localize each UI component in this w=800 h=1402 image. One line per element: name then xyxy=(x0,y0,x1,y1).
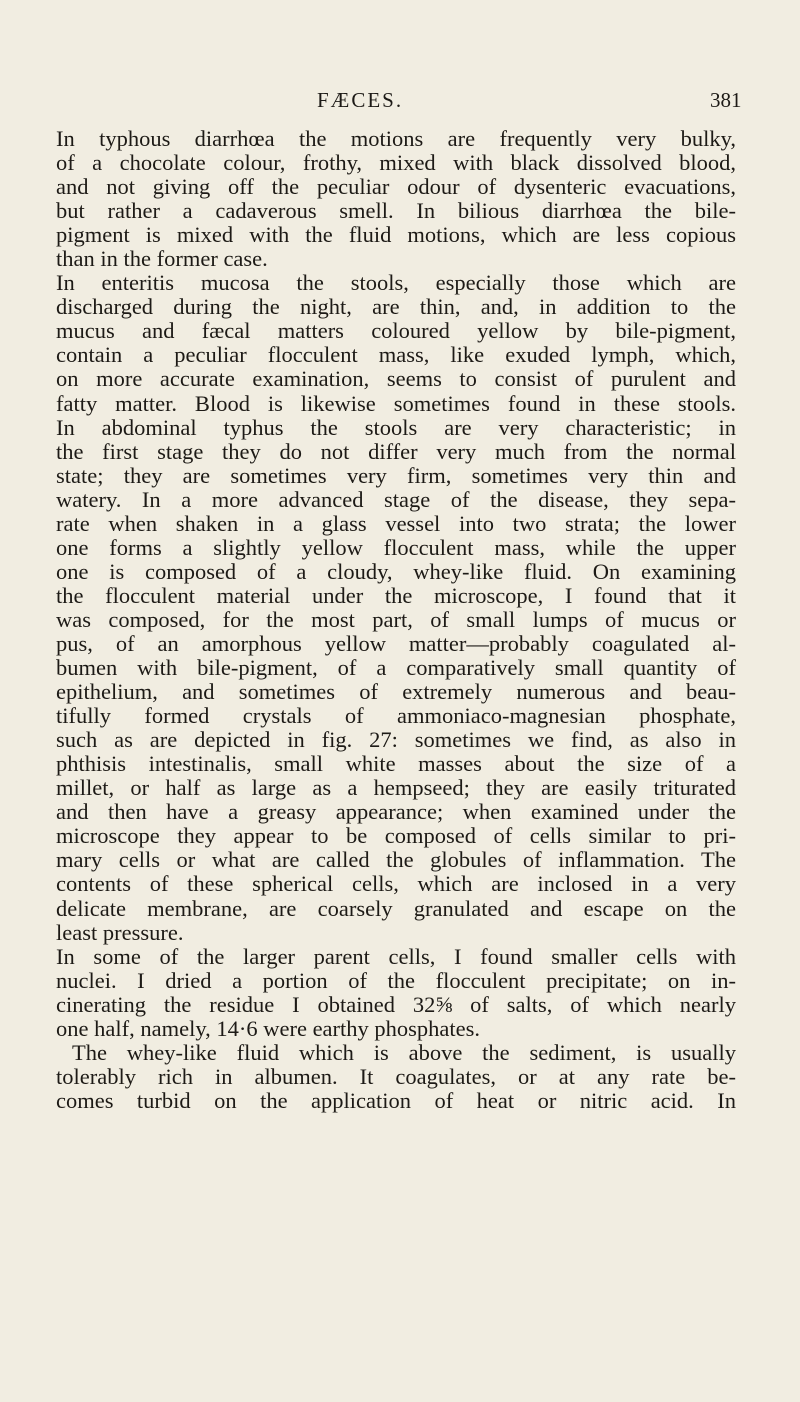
paragraph-4-line: nuclei. I dried a portion of the flocculent precipitate; on in- xyxy=(56,967,736,993)
running-head xyxy=(0,88,800,116)
paragraph-2-line: discharged during the night, are thin, and, in addition to the xyxy=(56,294,736,320)
paragraph-3-line: microscope they appear to be composed of cells similar to pri- xyxy=(56,823,736,849)
paragraph-3-line: contents of these spherical cells, which are inclosed in a very xyxy=(56,871,736,897)
paragraph-3-line: one forms a slightly yellow flocculent mass, while the upper xyxy=(56,534,736,560)
paragraph-3-line: one is composed of a cloudy, whey-like fluid. On examining xyxy=(56,558,736,584)
paragraph-3-line: phthisis intestinalis, small white masses about the size of a xyxy=(56,751,736,777)
paragraph-3-line: was composed, for the most part, of small lumps of mucus or xyxy=(56,606,736,632)
paragraph-3-line: delicate membrane, are coarsely granulated and escape on the xyxy=(56,895,736,921)
paragraph-4-line: In some of the larger parent cells, I found smaller cells with xyxy=(56,943,736,969)
paragraph-2-line: In enteritis mucosa the stools, especially those which are xyxy=(56,270,736,296)
paragraph-1-line: pigment is mixed with the fluid motions, which are less copious xyxy=(56,222,736,248)
paragraph-3-line: epithelium, and sometimes of extremely numerous and beau- xyxy=(56,679,736,705)
body-text xyxy=(56,127,736,1113)
paragraph-3-line: pus, of an amorphous yellow matter—probably coagulated al- xyxy=(56,630,736,656)
paragraph-2-line: fatty matter. Blood is likewise sometimes found in these stools. xyxy=(56,390,736,416)
paragraph-1-line: and not giving off the peculiar odour of dysenteric evacuations, xyxy=(56,174,736,200)
paragraph-3-line: bumen with bile-pigment, of a comparatively small quantity of xyxy=(56,655,736,681)
paragraph-2-line: contain a peculiar flocculent mass, like exuded lymph, which, xyxy=(56,342,736,368)
paragraph-4-line: cinerating the residue I obtained 32⅝ of salts, of which nearly xyxy=(56,991,736,1017)
paragraph-3-line: tifully formed crystals of ammoniaco-magnesian phosphate, xyxy=(56,703,736,729)
paragraph-2-line: on more accurate examination, seems to consist of purulent and xyxy=(56,366,736,392)
paragraph-3-line: watery. In a more advanced stage of the disease, they sepa- xyxy=(56,486,736,512)
paragraph-5-line: The whey-like fluid which is above the sediment, is usually xyxy=(72,1039,736,1065)
paragraph-1-line: than in the former case. xyxy=(56,246,268,272)
paragraph-4-line: one half, namely, 14·6 were earthy phosphates. xyxy=(56,1015,481,1041)
paragraph-1-line: but rather a cadaverous smell. In bilious diarrhœa the bile- xyxy=(56,198,736,224)
paragraph-3-line: In abdominal typhus the stools are very characteristic; in xyxy=(56,414,736,440)
paragraph-1-line: of a chocolate colour, frothy, mixed with black dissolved blood, xyxy=(56,150,736,176)
page-number: 381 xyxy=(710,88,742,112)
paragraph-5-line: comes turbid on the application of heat or nitric acid. In xyxy=(56,1087,736,1113)
paragraph-3-line: the first stage they do not differ very much from the normal xyxy=(56,438,736,464)
paragraph-5-line: tolerably rich in albumen. It coagulates, or at any rate be- xyxy=(56,1063,736,1089)
paragraph-3-line: mary cells or what are called the globules of inflammation. The xyxy=(56,847,736,873)
paragraph-3-line: state; they are sometimes very firm, sometimes very thin and xyxy=(56,462,736,488)
paragraph-3-line: the flocculent material under the microscope, I found that it xyxy=(56,582,736,608)
paragraph-3-line: and then have a greasy appearance; when examined under the xyxy=(56,799,736,825)
paragraph-3-line: rate when shaken in a glass vessel into two strata; the lower xyxy=(56,510,736,536)
paragraph-1-line: In typhous diarrhœa the motions are frequently very bulky, xyxy=(56,126,736,151)
paragraph-3-line: millet, or half as large as a hempseed; they are easily triturated xyxy=(56,775,736,801)
running-title: FÆCES. xyxy=(317,88,404,112)
paragraph-3-line: such as are depicted in fig. 27: sometimes we find, as also in xyxy=(56,727,736,753)
paragraph-3-line: least pressure. xyxy=(56,919,184,945)
paragraph-2-line: mucus and fæcal matters coloured yellow by bile-pigment, xyxy=(56,318,736,344)
